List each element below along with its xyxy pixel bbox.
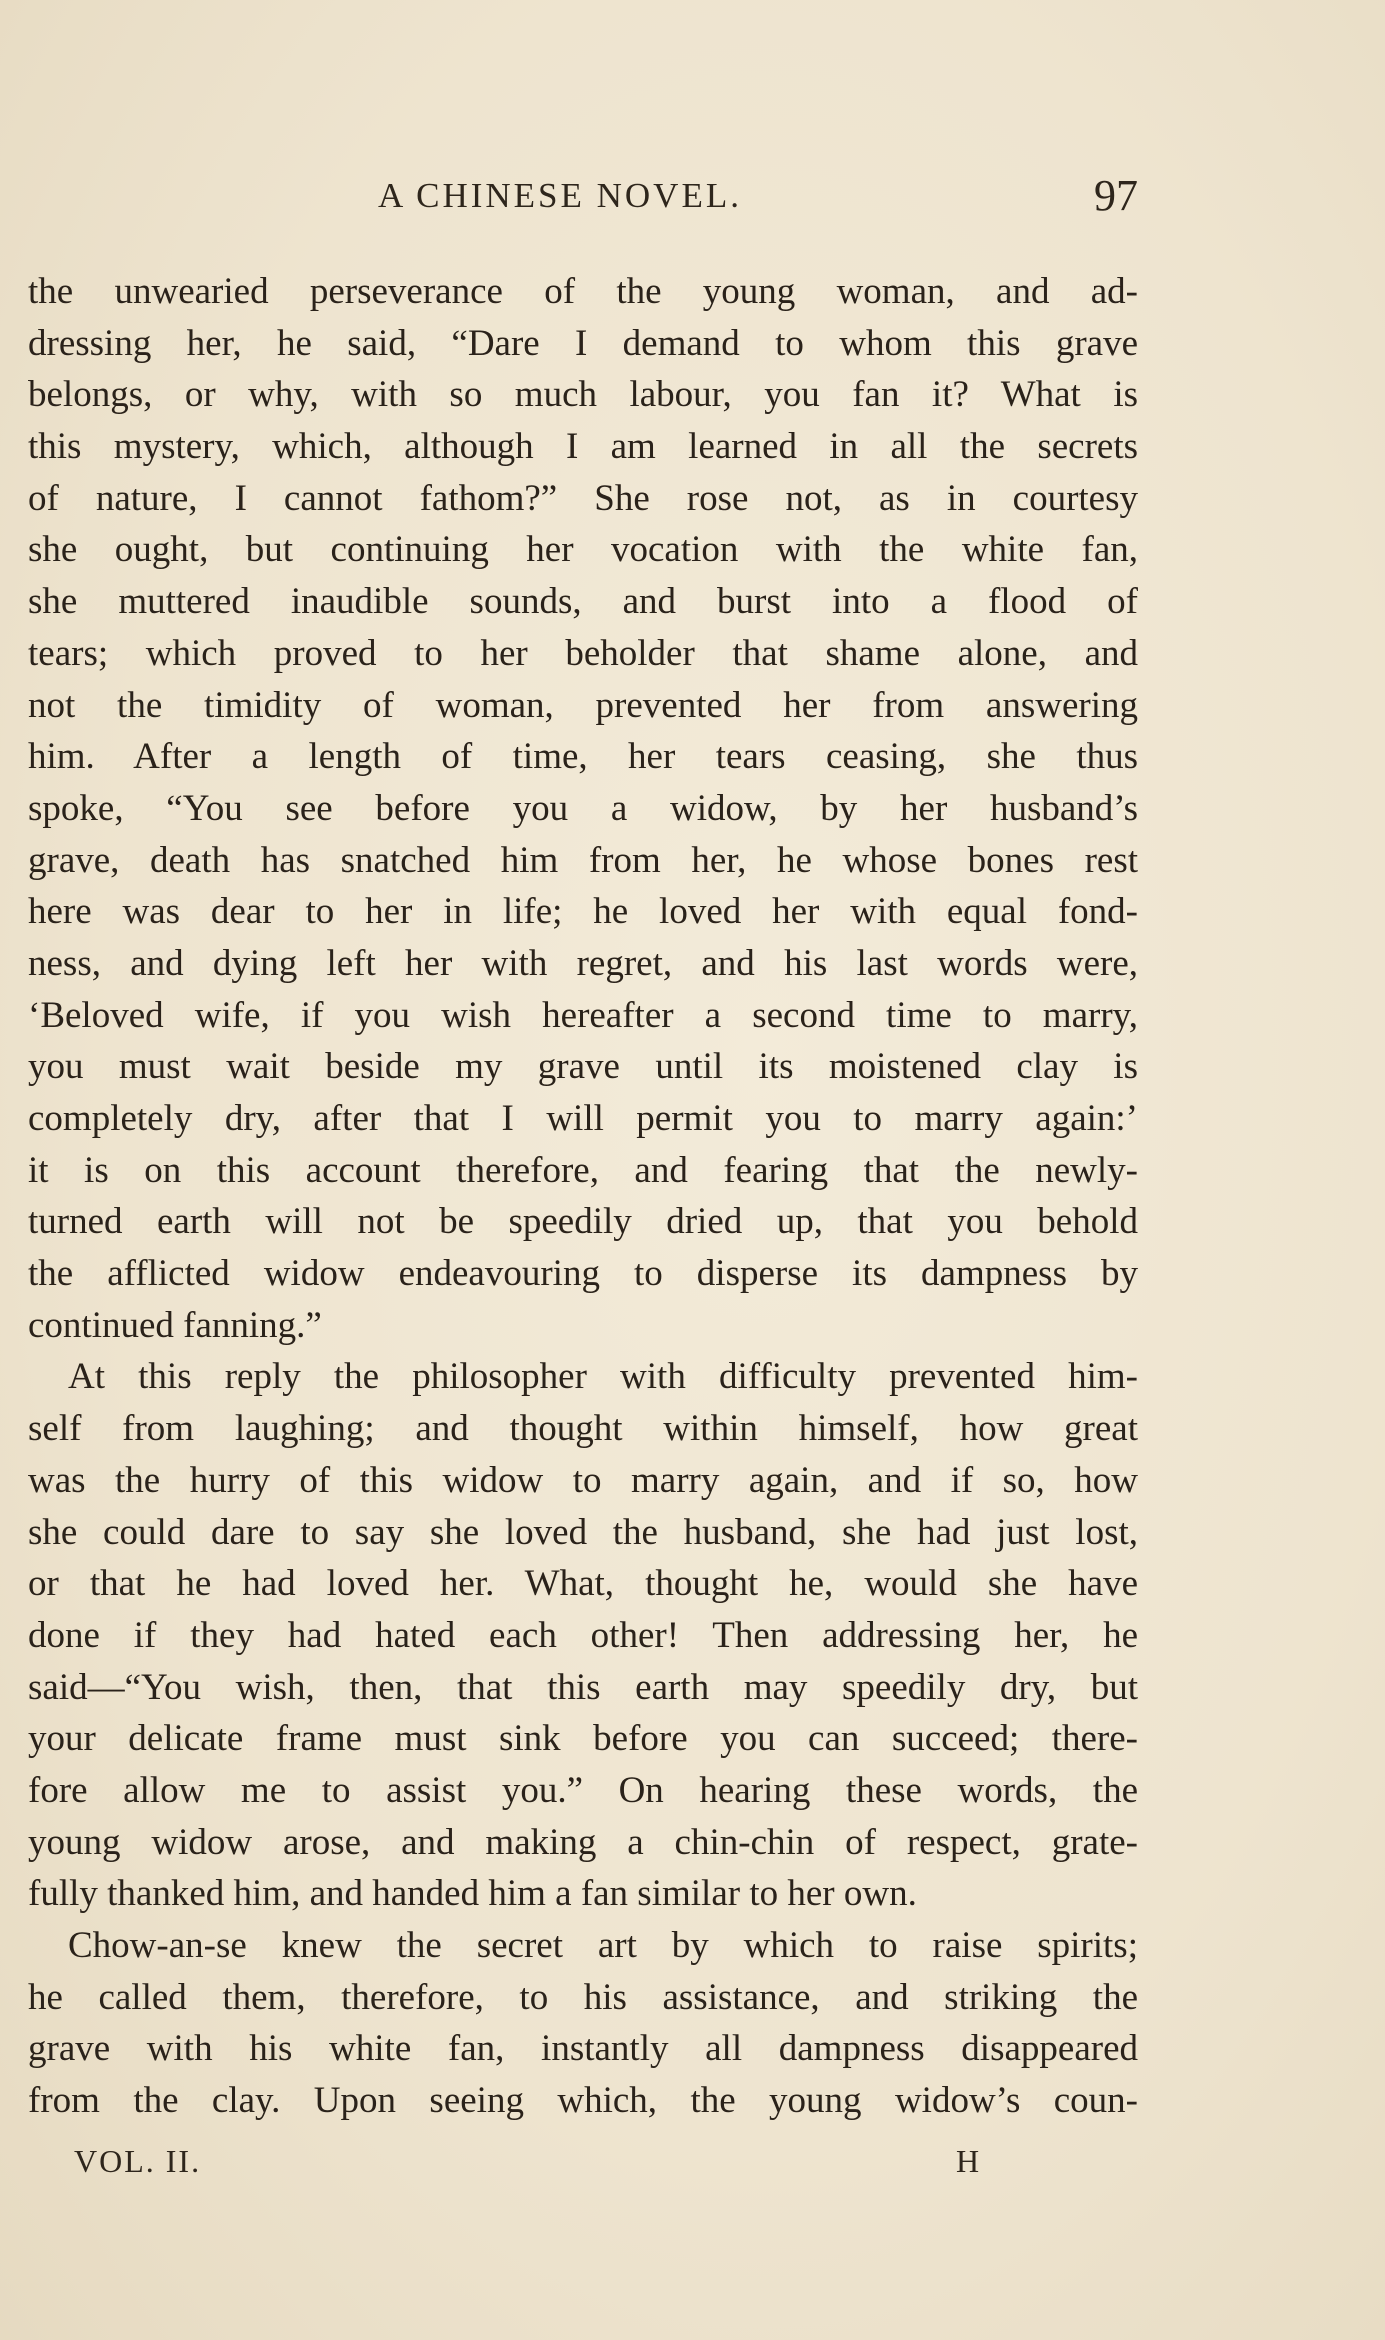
text-line: said—“You wish, then, that this earth may speedily dry, but xyxy=(28,1666,1138,1708)
signature-mark: H xyxy=(956,2143,982,2179)
text-line: fore allow me to assist you.” On hearing these words, the xyxy=(28,1769,1138,1811)
text-line: turned earth will not be speedily dried up, that you behold xyxy=(28,1201,1138,1243)
text-line: tears; which proved to her beholder that shame alone, and xyxy=(28,632,1138,674)
text-line: ‘Beloved wife, if you wish hereafter a second time to marry, xyxy=(28,994,1138,1036)
text-line: your delicate frame must sink before you can succeed; there- xyxy=(28,1718,1138,1760)
body-text xyxy=(28,266,1138,2127)
text-line: she muttered inaudible sounds, and burst into a flood of xyxy=(28,581,1138,623)
page-number: 97 xyxy=(1094,171,1138,220)
text-line: from the clay. Upon seeing which, the young widow’s coun- xyxy=(28,2080,1138,2122)
text-line: she could dare to say she loved the husband, she had just lost, xyxy=(28,1511,1138,1553)
text-line: done if they had hated each other! Then addressing her, he xyxy=(28,1614,1138,1656)
text-line: him. After a length of time, her tears ceasing, she thus xyxy=(28,736,1138,778)
paragraph-start-line: Chow-an-se knew the secret art by which to raise spirits; xyxy=(68,1925,1138,1966)
text-line: he called them, therefore, to his assistance, and striking the xyxy=(28,1976,1138,2018)
running-title: A CHINESE NOVEL. xyxy=(378,176,742,215)
text-line: she ought, but continuing her vocation with the white fan, xyxy=(28,529,1138,571)
text-line: belongs, or why, with so much labour, you fan it? What is xyxy=(28,374,1138,416)
text-line: here was dear to her in life; he loved her with equal fond- xyxy=(28,891,1138,933)
text-line: of nature, I cannot fathom?” She rose not, as in courtesy xyxy=(28,477,1138,519)
text-line: ness, and dying left her with regret, and his last words were, xyxy=(28,942,1138,984)
text-line: young widow arose, and making a chin-chin of respect, grate- xyxy=(28,1821,1138,1863)
text-line: was the hurry of this widow to marry again, and if so, how xyxy=(28,1459,1138,1501)
text-line: this mystery, which, although I am learned in all the secrets xyxy=(28,426,1138,468)
volume-label: VOL. II. xyxy=(74,2143,202,2179)
text-line: not the timidity of woman, prevented her from answering xyxy=(28,684,1138,726)
running-head xyxy=(28,170,1138,230)
text-line: completely dry, after that I will permit you to marry again:’ xyxy=(28,1098,1138,1139)
text-line: the unwearied perseverance of the young woman, and ad- xyxy=(28,271,1138,312)
text-line: spoke, “You see before you a widow, by her husband’s xyxy=(28,787,1138,829)
text-line: grave, death has snatched him from her, he whose bones rest xyxy=(28,839,1138,881)
text-line: dressing her, he said, “Dare I demand to whom this grave xyxy=(28,322,1138,364)
text-line: continued fanning.” xyxy=(28,1304,322,1346)
text-line: the afflicted widow endeavouring to disperse its dampness by xyxy=(28,1253,1138,1295)
text-line: you must wait beside my grave until its moistened clay is xyxy=(28,1046,1138,1088)
text-line: or that he had loved her. What, thought he, would she have xyxy=(28,1563,1138,1605)
text-line: grave with his white fan, instantly all dampness disappeared xyxy=(28,2028,1138,2070)
paragraph-start-line: At this reply the philosopher with difficulty prevented him- xyxy=(68,1356,1138,1398)
text-line: self from laughing; and thought within himself, how great xyxy=(28,1408,1138,1450)
text-line: it is on this account therefore, and fearing that the newly- xyxy=(28,1149,1138,1191)
text-line: fully thanked him, and handed him a fan similar to her own. xyxy=(28,1873,917,1915)
page-footer xyxy=(28,2143,1138,2193)
